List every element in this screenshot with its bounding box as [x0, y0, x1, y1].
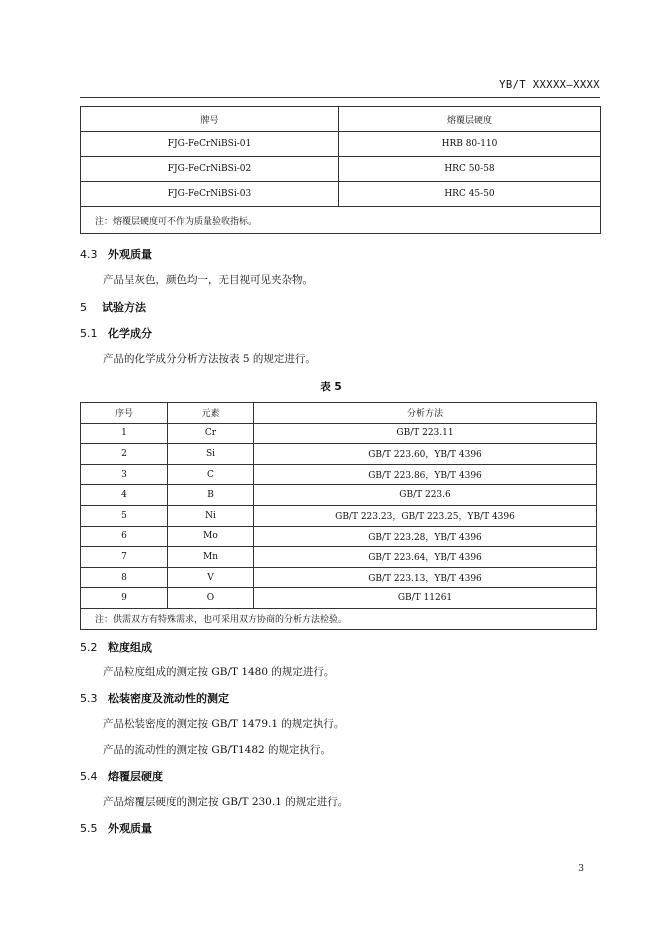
section-heading-5-2	[80, 639, 152, 655]
table-cell: FJG-FeCrNiBSi-02	[81, 157, 339, 182]
table-cell: GB/T 11261	[254, 588, 597, 609]
section-heading-5-3	[80, 690, 229, 706]
table-cell: FJG-FeCrNiBSi-01	[81, 132, 339, 157]
paragraph: 产品粒度组成的测定按 GB/T 1480 的规定进行。	[103, 666, 335, 678]
table-cell: 4	[81, 485, 168, 506]
section-number: 5.3	[80, 692, 98, 705]
table-header-row	[81, 107, 601, 132]
table-cell: GB/T 223.86，YB/T 4396	[254, 464, 597, 485]
table-cell: 8	[81, 567, 168, 588]
table-row	[81, 464, 597, 485]
paragraph: 产品松装密度的测定按 GB/T 1479.1 的规定执行。	[103, 718, 345, 730]
table-row	[81, 485, 597, 506]
column-header: 牌号	[81, 107, 339, 132]
table-cell: FJG-FeCrNiBSi-03	[81, 182, 339, 207]
table-cell: Mo	[168, 526, 254, 547]
section-number: 5.1	[80, 327, 98, 340]
section-heading-4-3	[80, 246, 152, 262]
table-cell: B	[168, 485, 254, 506]
table-cell: HRC 45-50	[339, 182, 601, 207]
paragraph: 产品熔覆层硬度的测定按 GB/T 230.1 的规定进行。	[103, 796, 349, 808]
analysis-method-table	[80, 402, 597, 630]
table-row	[81, 444, 597, 465]
section-title: 化学成分	[108, 327, 152, 340]
section-number: 5.4	[80, 770, 98, 783]
section-title: 试验方法	[102, 301, 146, 314]
table-cell: Cr	[168, 423, 254, 444]
page-number: 3	[578, 864, 584, 874]
table-header-row	[81, 403, 597, 424]
paragraph: 产品的化学成分分析方法按表 5 的规定进行。	[103, 353, 316, 365]
table-cell: GB/T 223.23，GB/T 223.25，YB/T 4396	[254, 505, 597, 526]
table-note: 注：熔覆层硬度可不作为质量验收指标。	[81, 207, 601, 234]
table-cell: V	[168, 567, 254, 588]
column-header: 元素	[168, 403, 254, 424]
column-header: 序号	[81, 403, 168, 424]
section-heading-5	[80, 299, 146, 315]
table-cell: 2	[81, 444, 168, 465]
table-cell: 5	[81, 505, 168, 526]
section-heading-5-1	[80, 325, 152, 341]
section-title: 外观质量	[108, 822, 152, 835]
section-number: 5	[80, 301, 87, 314]
table-row	[81, 526, 597, 547]
section-title: 熔覆层硬度	[108, 770, 163, 783]
table-cell: GB/T 223.11	[254, 423, 597, 444]
table-cell: 7	[81, 547, 168, 568]
section-heading-5-5	[80, 820, 152, 836]
table-row	[81, 423, 597, 444]
table-cell: GB/T 223.28，YB/T 4396	[254, 526, 597, 547]
table-row	[81, 132, 601, 157]
table-caption: 表 5	[320, 381, 342, 393]
table-cell: Mn	[168, 547, 254, 568]
table-row	[81, 157, 601, 182]
table-cell: HRB 80-110	[339, 132, 601, 157]
table-note: 注：供需双方有特殊需求，也可采用双方协商的分析方法检验。	[81, 608, 597, 629]
table-cell: GB/T 223.64，YB/T 4396	[254, 547, 597, 568]
table-cell: GB/T 223.60，YB/T 4396	[254, 444, 597, 465]
section-title: 外观质量	[108, 248, 152, 261]
header-rule	[80, 97, 600, 98]
table-cell: C	[168, 464, 254, 485]
table-cell: 6	[81, 526, 168, 547]
table-cell: 3	[81, 464, 168, 485]
section-title: 粒度组成	[108, 641, 152, 654]
column-header: 分析方法	[254, 403, 597, 424]
table-cell: Si	[168, 444, 254, 465]
table-cell: 9	[81, 588, 168, 609]
table-cell: GB/T 223.13，YB/T 4396	[254, 567, 597, 588]
table-cell: Ni	[168, 505, 254, 526]
table-row	[81, 567, 597, 588]
column-header: 熔覆层硬度	[339, 107, 601, 132]
paragraph: 产品呈灰色，颜色均一，无目视可见夹杂物。	[103, 274, 313, 286]
table-cell: 1	[81, 423, 168, 444]
table-cell: O	[168, 588, 254, 609]
table-row	[81, 182, 601, 207]
table-cell: HRC 50-58	[339, 157, 601, 182]
section-heading-5-4	[80, 768, 163, 784]
table-cell: GB/T 223.6	[254, 485, 597, 506]
document-code: YB/T XXXXX—XXXX	[499, 79, 600, 91]
table-note-row	[81, 608, 597, 629]
table-row	[81, 547, 597, 568]
section-number: 5.5	[80, 822, 98, 835]
section-number: 4.3	[80, 248, 98, 261]
paragraph: 产品的流动性的测定按 GB/T1482 的规定执行。	[103, 744, 332, 756]
table-note-row	[81, 207, 601, 234]
table-row	[81, 588, 597, 609]
section-number: 5.2	[80, 641, 98, 654]
section-title: 松装密度及流动性的测定	[108, 692, 229, 705]
table-row	[81, 505, 597, 526]
hardness-table	[80, 106, 601, 234]
